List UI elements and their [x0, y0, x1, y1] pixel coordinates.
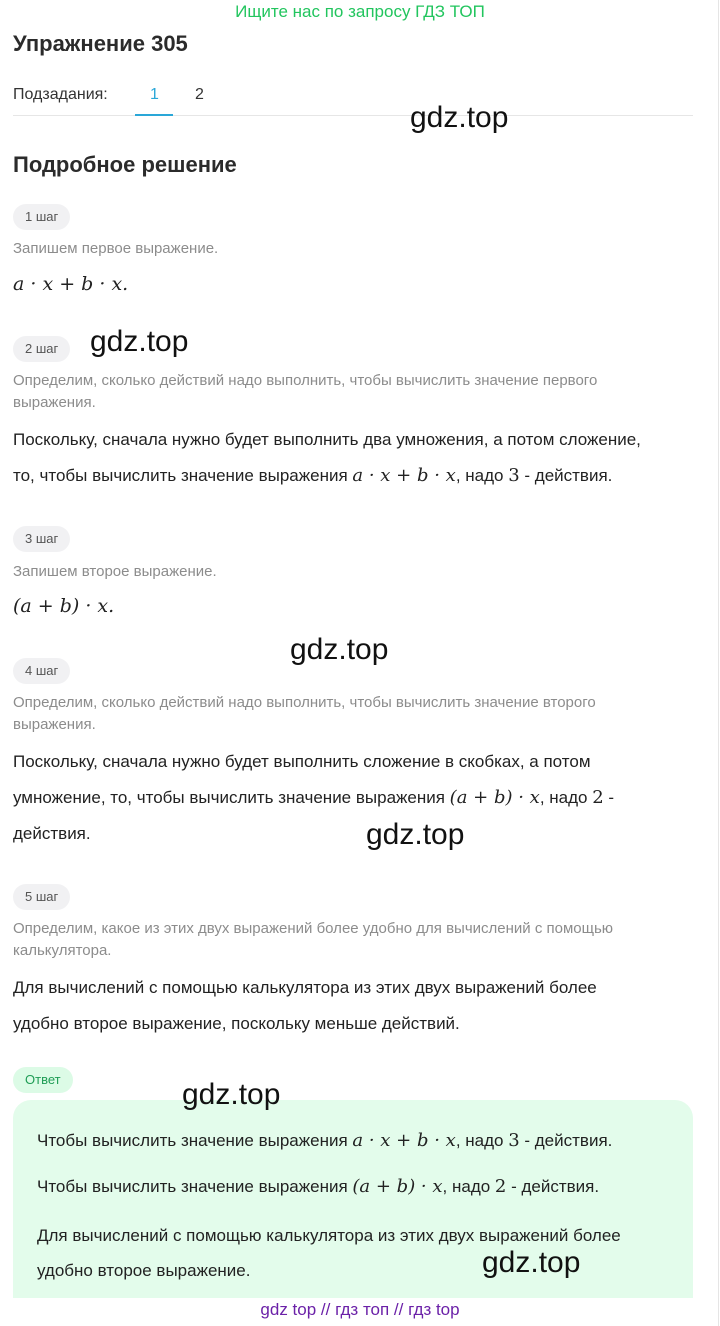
- text-fragment: - действия.: [519, 466, 613, 485]
- step-5-text-line1: Для вычислений с помощью калькулятора из этих двух выражений более: [13, 978, 597, 997]
- step-5-hint: Определим, какое из этих двух выражений более удобно для вычислений с помощью калькулятора.: [13, 920, 614, 959]
- answer-line-1: [37, 1130, 612, 1151]
- step-3-badge: 3 шаг: [13, 526, 70, 552]
- watermark: gdz.top: [366, 818, 465, 851]
- step-1-hint: Запишем первое выражение.: [13, 240, 219, 257]
- step-4-badge: 4 шаг: [13, 658, 70, 684]
- answer-count-1: 3: [508, 1130, 520, 1151]
- text-fragment: Чтобы вычислить значение выражения: [37, 1177, 353, 1196]
- step-3-hint: Запишем второе выражение.: [13, 563, 217, 580]
- step-2-badge: 2 шаг: [13, 336, 70, 362]
- text-fragment: умножение, то, чтобы вычислить значение выражения: [13, 788, 450, 807]
- answer-count-2: 2: [494, 1176, 507, 1197]
- step-5-text: [13, 970, 703, 1042]
- watermark: gdz.top: [410, 101, 509, 134]
- search-banner[interactable]: Ищите нас по запросу ГДЗ ТОП: [235, 2, 485, 21]
- step-4-text-line1: Поскольку, сначала нужно будет выполнить сложение в скобках, а потом: [13, 752, 591, 771]
- answer-line-2: [37, 1176, 599, 1197]
- scrollbar-track: [718, 0, 719, 1326]
- subtasks-label: Подзадания:: [13, 86, 108, 103]
- active-tab-indicator: [135, 114, 173, 116]
- answer-badge: Ответ: [13, 1067, 73, 1093]
- step-4-expression: (a + b) · x: [449, 787, 540, 808]
- step-4-text: [13, 744, 703, 852]
- answer-expression-2: (a + b) · x: [352, 1176, 443, 1197]
- step-5-badge: 5 шаг: [13, 884, 70, 910]
- text-fragment: , надо: [442, 1177, 495, 1196]
- step-3-expression: (a + b) · x.: [13, 595, 115, 617]
- step-1-expression: a · x + b · x.: [13, 273, 129, 295]
- step-2-text-line1: Поскольку, сначала нужно будет выполнить два умножения, а потом сложение,: [13, 430, 641, 449]
- text-fragment: , надо: [455, 466, 509, 485]
- tabs-divider: [13, 115, 693, 116]
- text-fragment: -: [603, 788, 615, 807]
- step-2-hint: Определим, сколько действий надо выполнить, чтобы вычислить значение первого выражения.: [13, 372, 598, 411]
- tab-subtask-2[interactable]: 2: [195, 86, 204, 103]
- watermark: gdz.top: [290, 633, 389, 666]
- step-2-text-line2: [13, 458, 703, 494]
- text-fragment: - действия.: [519, 1131, 613, 1150]
- step-4-count: 2: [592, 787, 604, 808]
- step-2-expression: a · x + b · x: [352, 465, 456, 486]
- step-2-count: 3: [508, 465, 520, 486]
- step-4-text-line3: действия.: [13, 824, 91, 843]
- text-fragment: - действия.: [506, 1177, 600, 1196]
- step-2-text: [13, 422, 703, 494]
- watermark: gdz.top: [182, 1078, 281, 1111]
- step-4-hint: Определим, сколько действий надо выполнить, чтобы вычислить значение второго выражения.: [13, 694, 596, 733]
- section-title: Подробное решение: [13, 152, 237, 177]
- answer-line-3: Для вычислений с помощью калькулятора из этих двух выражений более удобно второе выражение.: [37, 1226, 621, 1280]
- watermark: gdz.top: [482, 1246, 581, 1279]
- text-fragment: , надо: [455, 1131, 509, 1150]
- page-title: Упражнение 305: [13, 31, 188, 56]
- text-fragment: , надо: [539, 788, 593, 807]
- tab-subtask-1[interactable]: 1: [150, 86, 159, 103]
- step-4-text-line2: [13, 780, 703, 816]
- answer-expression-1: a · x + b · x: [352, 1130, 456, 1151]
- text-fragment: Чтобы вычислить значение выражения: [37, 1131, 353, 1150]
- step-5-text-line2: удобно второе выражение, поскольку меньше действий.: [13, 1014, 460, 1033]
- footer-links[interactable]: gdz top // гдз топ // гдз top: [260, 1300, 460, 1319]
- text-fragment: то, чтобы вычислить значение выражения: [13, 466, 353, 485]
- watermark: gdz.top: [90, 325, 189, 358]
- step-1-badge: 1 шаг: [13, 204, 70, 230]
